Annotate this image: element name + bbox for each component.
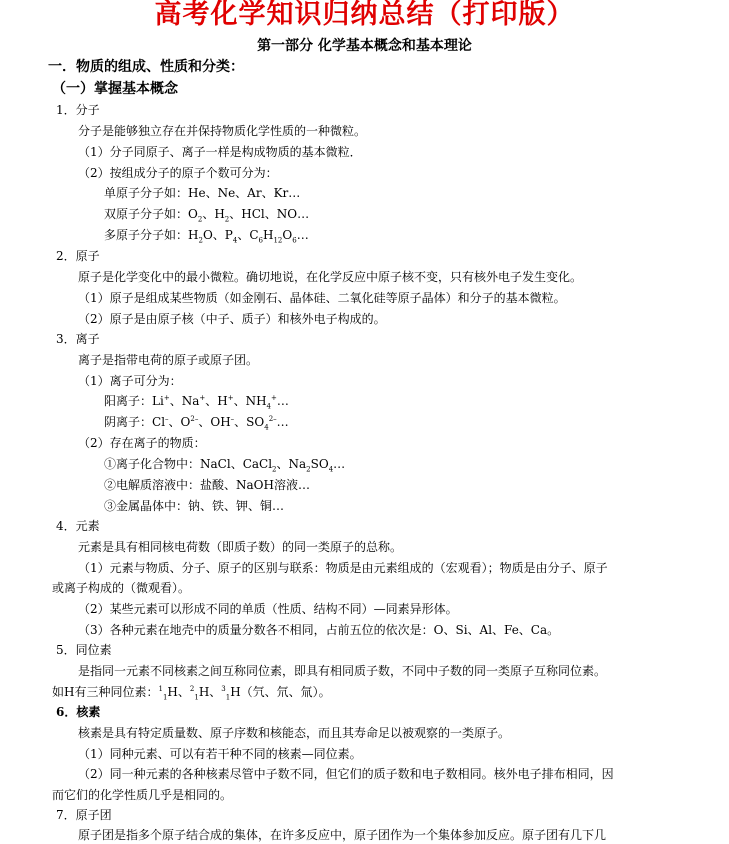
isotope-heading: 5．同位素 (56, 643, 112, 657)
isotope-symbol: H、 (167, 685, 190, 699)
formula-part: SO (310, 457, 329, 471)
mass-number: 2 (189, 685, 195, 693)
formula-part: 、O (168, 415, 191, 429)
formula-part: Li (152, 394, 164, 408)
cation-line (104, 392, 289, 410)
formula-part: O (188, 207, 198, 221)
superscript: 2– (190, 415, 199, 423)
subsection-heading: （一）掌握基本概念 (52, 81, 178, 97)
superscript: – (230, 415, 235, 423)
formula-part: 、OH (198, 415, 231, 429)
subscript: 4 (328, 465, 334, 474)
molecule-heading: 1．分子 (56, 103, 100, 117)
atomic-number: 1 (162, 693, 168, 702)
anion-label: 阴离子： (104, 415, 153, 429)
subscript: 2 (224, 215, 230, 224)
element-point-3: （3）各种元素在地壳中的质量分数各不相同，占前五位的依次是：O、Si、Al、Fe、Ca。 (78, 623, 560, 637)
monatomic-label: 单原子分子如： (104, 186, 189, 200)
formula-part: O、P (202, 228, 233, 242)
monatomic-line (104, 184, 300, 202)
atom-heading: 2．原子 (56, 249, 100, 263)
anion-line (104, 413, 289, 431)
superscript: + (271, 394, 277, 402)
nuclide-heading: 6．核素 (56, 705, 101, 719)
molecule-point-1: （1）分子同原子、离子一样是构成物质的基本微粒． (78, 145, 362, 159)
formula-part: … (276, 394, 289, 408)
section-heading: 一．物质的组成、性质和分类： (48, 59, 244, 75)
formula-part: 、H (202, 207, 225, 221)
ion-definition: 离子是指带电荷的原子或原子团。 (78, 353, 259, 367)
group-definition: 原子团是指多个原子结合成的集体，在许多反应中，原子团作为一个集体参加反应。原子团有几下几 (78, 828, 607, 842)
cation-label: 阳离子： (104, 394, 153, 408)
formula-part: … (333, 457, 346, 471)
atom-point-2: （2）原子是由原子核（中子、质子）和核外电子构成的。 (78, 312, 386, 326)
subscript: 2 (198, 236, 203, 245)
element-point-2: （2）某些元素可以形成不同的单质（性质、结构不同）—同素异形体。 (78, 602, 458, 616)
subscript: 4 (232, 236, 238, 245)
subscript: 4 (264, 423, 269, 432)
mass-number: 1 (158, 685, 163, 693)
atomic-number: 1 (194, 693, 199, 702)
subscript: 4 (266, 402, 272, 411)
formula-part: O (282, 228, 293, 242)
formula-part: 、NH (233, 394, 267, 408)
superscript: + (199, 394, 206, 402)
element-definition: 元素是具有相同核电荷数（即质子数）的同一类原子的总称。 (78, 540, 403, 554)
diatomic-line (104, 205, 309, 223)
page-title: 高考化学知识归纳总结（打印版） (154, 0, 575, 30)
nuclide-definition: 核素是具有特定质量数、原子序数和核能态，而且其寿命足以被观察的一类原子。 (78, 726, 511, 740)
monatomic-examples: He、Ne、Ar、Kr… (188, 186, 301, 200)
atom-point-1: （1）原子是组成某些物质（如金刚石、晶体硅、二氧化硅等原子晶体）和分子的基本微粒。 (78, 291, 566, 305)
ion-point-2: （2）存在离子的物质： (78, 436, 206, 450)
group-heading: 7．原子团 (56, 808, 112, 822)
formula-part: 、H (205, 394, 228, 408)
formula-part: 、Na (276, 457, 307, 471)
formula-part: … (276, 415, 289, 429)
polyatomic-label: 多原子分子如： (104, 228, 189, 242)
isotope-definition-b (52, 683, 331, 701)
formula-part: 、HCl、NO… (229, 207, 310, 221)
subscript: 6 (258, 236, 263, 245)
element-heading: 4．元素 (56, 519, 100, 533)
superscript: + (227, 394, 234, 402)
formula-part: 、SO (234, 415, 265, 429)
ionic-compound-label: ①离子化合物中： (104, 457, 201, 471)
part-heading: 第一部分 化学基本概念和基本理论 (257, 38, 472, 54)
isotope-definition-a: 是指同一元素不同核素之间互称同位素，即具有相同质子数，不同中子数的同一类原子互称同位素。 (78, 664, 607, 678)
isotope-symbol: H、 (198, 685, 222, 699)
subscript: 6 (292, 236, 297, 245)
ionic-compound-line (104, 455, 345, 473)
element-point-1b: 或离子构成的（微观看）。 (52, 581, 191, 595)
electrolyte-line: ②电解质溶液中：盐酸、NaOH溶液… (104, 478, 310, 492)
atomic-number: 1 (225, 693, 231, 702)
ion-heading: 3．离子 (56, 332, 100, 346)
molecule-point-2: （2）按组成分子的原子个数可分为： (78, 166, 278, 180)
superscript: + (163, 394, 170, 402)
subscript: 2 (197, 215, 203, 224)
isotope-intro: 如H有三种同位素： (52, 685, 159, 699)
ion-point-1: （1）离子可分为： (78, 374, 182, 388)
formula-part: H (188, 228, 199, 242)
atom-definition: 原子是化学变化中的最小微粒。确切地说，在化学反应中原子核不变，只有核外电子发生变化。 (78, 270, 583, 284)
nuclide-point-2a: （2）同一种元素的各种核素尽管中子数不同，但它们的质子数和电子数相同。核外电子排布相同，因 (78, 767, 614, 781)
nuclide-point-2b: 而它们的化学性质几乎是相同的。 (52, 788, 233, 802)
diatomic-label: 双原子分子如： (104, 207, 189, 221)
element-point-1a: （1）元素与物质、分子、原子的区别与联系：物质是由元素组成的（宏观看）；物质是由分子、原子 (78, 561, 608, 575)
formula-part: … (296, 228, 309, 242)
mass-number: 3 (221, 685, 226, 693)
subscript: 2 (272, 465, 277, 474)
superscript: 2– (268, 415, 277, 423)
subscript: 2 (306, 465, 311, 474)
polyatomic-line (104, 226, 309, 244)
isotope-symbol: H（氕、氘、氚）。 (230, 685, 331, 699)
subscript: 12 (273, 236, 283, 245)
formula-part: 、Na (169, 394, 200, 408)
formula-part: H (263, 228, 274, 242)
formula-part: NaCl、CaCl (200, 457, 273, 471)
nuclide-point-1: （1）同种元素、可以有若干种不同的核素—同位素。 (78, 747, 362, 761)
formula-part: Cl (152, 415, 166, 429)
molecule-definition: 分子是能够独立存在并保持物质化学性质的一种微粒。 (78, 124, 367, 138)
formula-part: 、C (237, 228, 259, 242)
superscript: – (165, 415, 169, 423)
metal-crystal-line: ③金属晶体中：钠、铁、钾、铜… (104, 499, 285, 513)
